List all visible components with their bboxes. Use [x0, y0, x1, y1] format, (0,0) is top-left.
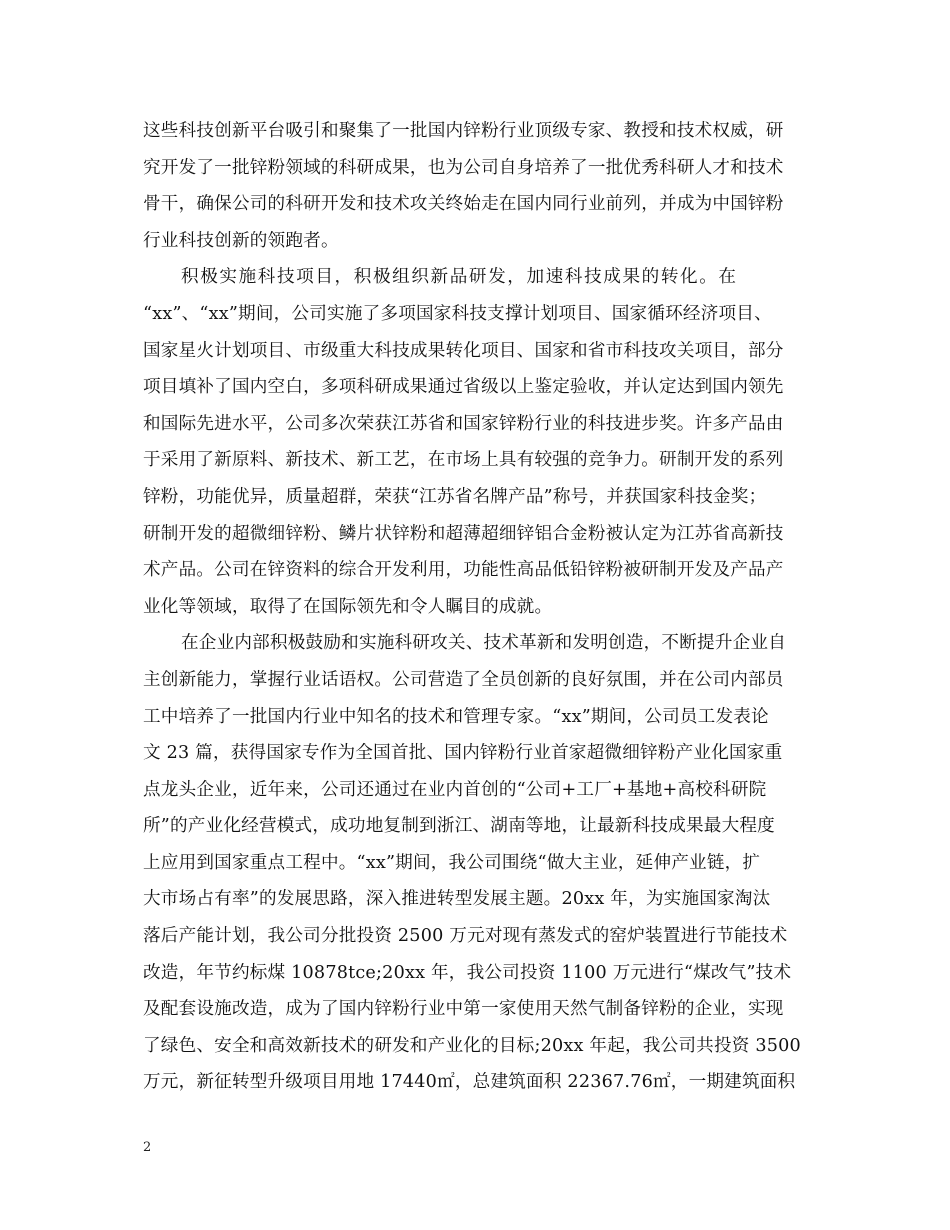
text-line: 锌粉，功能优异，质量超群，荣获“江苏省名牌产品”称号，并获国家科技金奖； [143, 486, 767, 507]
text-line: 大市场占有率”的发展思路，深入推进转型发展主题。20xx 年，为实施国家淘汰 [143, 889, 771, 910]
text-line: 落后产能计划，我公司分批投资 2500 万元对现有蒸发式的窑炉装置进行节能技术 [143, 926, 788, 947]
text-line: 了绿色、安全和高效新技术的研发和产业化的目标;20xx 年起，我公司共投资 3500 [143, 1035, 801, 1056]
text-line: 究开发了一批锌粉领域的科研成果，也为公司自身培养了一批优秀科研人才和技术 [143, 157, 784, 178]
text-line: 研制开发的超微细锌粉、鳞片状锌粉和超薄超细锌铝合金粉被认定为江苏省高新技 [143, 523, 784, 544]
text-line: 点龙头企业，近年来，公司还通过在业内首创的“公司+工厂+基地+高校科研院 [143, 779, 767, 800]
paragraph-start-line: 在企业内部积极鼓励和实施科研攻关、技术革新和发明创造，不断提升企业自 [181, 633, 786, 654]
text-line: 项目填补了国内空白，多项科研成果通过省级以上鉴定验收，并认定达到国内领先 [143, 377, 784, 398]
text-line: 这些科技创新平台吸引和聚集了一批国内锌粉行业顶级专家、教授和技术权威，研 [143, 121, 784, 141]
text-line: 所”的产业化经营模式，成功地复制到浙江、湖南等地，让最新科技成果最大程度 [143, 816, 775, 837]
text-line: 行业科技创新的领跑者。 [143, 230, 339, 251]
text-line: 及配套设施改造，成为了国内锌粉行业中第一家使用天然气制备锌粉的企业，实现 [143, 999, 784, 1020]
page-number: 2 [143, 1140, 152, 1155]
text-line: 主创新能力，掌握行业话语权。公司营造了全员创新的良好氛围，并在公司内部员 [143, 669, 784, 690]
text-line: 骨干，确保公司的科研开发和技术攻关终始走在国内同行业前列，并成为中国锌粉 [143, 194, 784, 215]
text-line: 业化等领域，取得了在国际领先和令人瞩目的成就。 [143, 596, 553, 617]
paragraph-start-line: 积极实施科技项目，积极组织新品研发，加速科技成果的转化。在 [181, 267, 738, 288]
text-line: 文 23 篇，获得国家专作为全国首批、国内锌粉行业首家超微细锌粉产业化国家重 [143, 743, 783, 764]
text-line: 上应用到国家重点工程中。“xx”期间，我公司围绕“做大主业，延伸产业链，扩 [143, 852, 761, 873]
text-line: 改造，年节约标煤 10878tce;20xx 年，我公司投资 1100 万元进行“煤改气”技术 [143, 962, 792, 983]
text-line: 工中培养了一批国内行业中知名的技术和管理专家。“xx”期间，公司员工发表论 [143, 706, 769, 727]
text-line: 万元，新征转型升级项目用地 17440㎡，总建筑面积 22367.76㎡，一期建筑面积 [143, 1072, 796, 1093]
body-text [143, 113, 833, 1101]
text-line: 国家星火计划项目、市级重大科技成果转化项目、国家和省市科技攻关项目，部分 [143, 340, 784, 361]
text-line: “xx”、“xx”期间，公司实施了多项国家科技支撑计划项目、国家循环经济项目、 [143, 303, 772, 324]
text-line: 术产品。公司在锌资料的综合开发利用，功能性高品低铅锌粉被研制开发及产品产 [143, 560, 784, 581]
text-line: 于采用了新原料、新技术、新工艺，在市场上具有较强的竞争力。研制开发的系列 [143, 450, 784, 471]
text-line: 和国际先进水平，公司多次荣获江苏省和国家锌粉行业的科技进步奖。许多产品由 [143, 413, 784, 434]
